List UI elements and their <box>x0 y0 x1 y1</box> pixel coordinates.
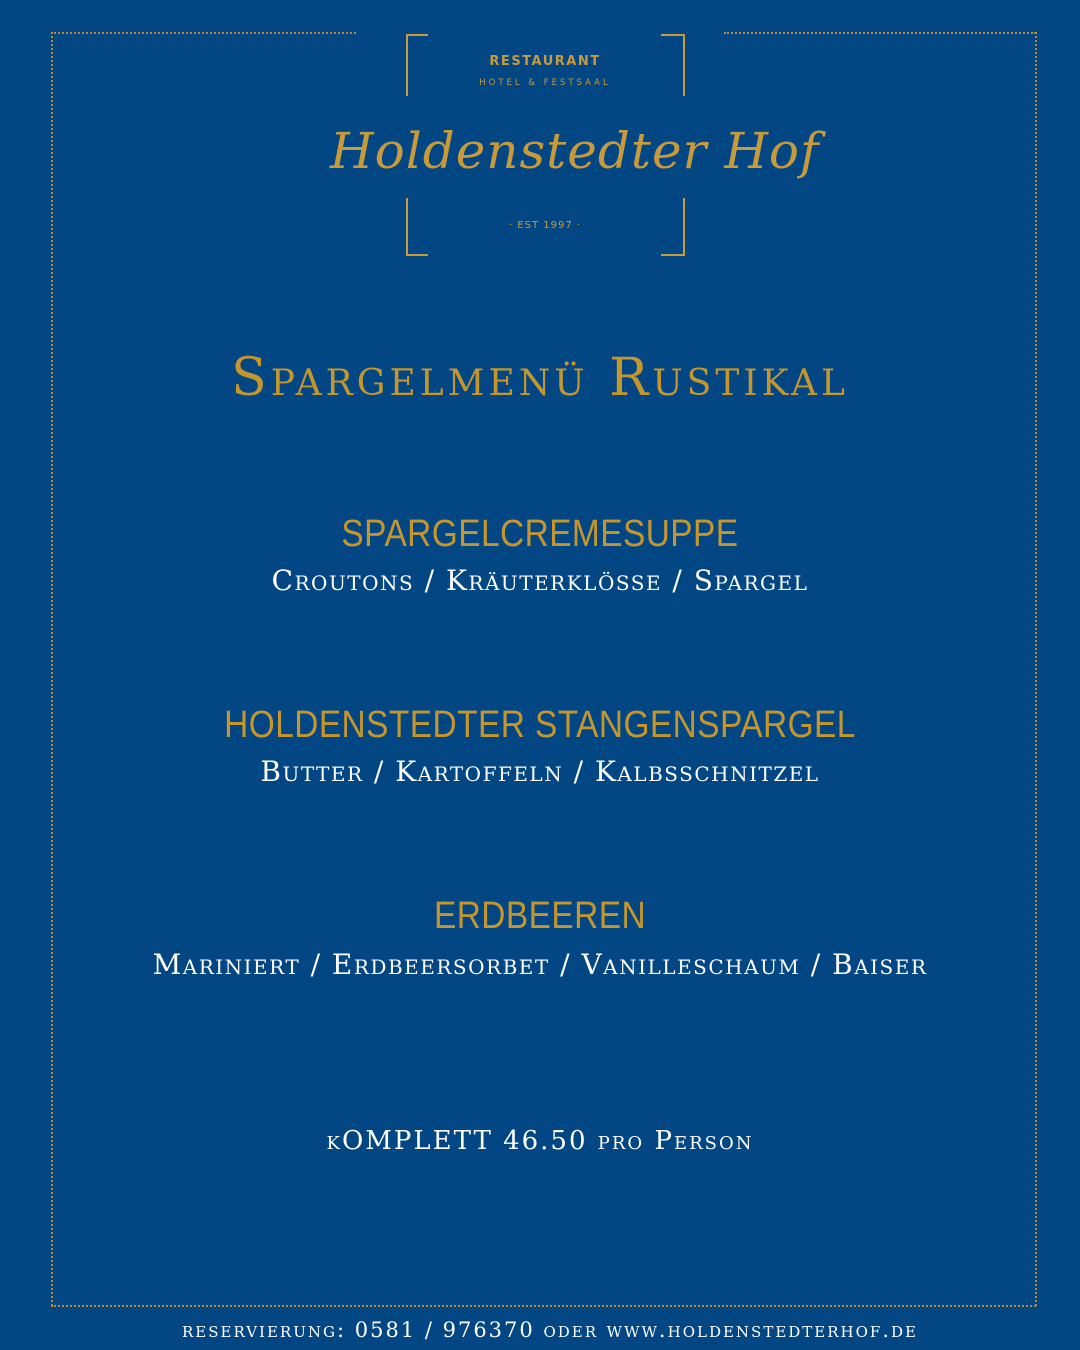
menu-title: Spargelmenü Rustikal <box>231 348 849 408</box>
price-line: kOMPLETT 46.50 pro Person <box>326 1126 754 1156</box>
course-description-main: Butter / Kartoffeln / Kalbsschnitzel <box>260 755 820 788</box>
logo-script-name: Holdenstedter Hof <box>330 122 820 180</box>
frame-right-border <box>1035 32 1037 1306</box>
logo-hotel-text: HOTEL & FESTSAAL <box>479 78 611 88</box>
reservation-footer: reservierung: 0581 / 976370 oder www.holdenstedterhof.de <box>182 1318 918 1342</box>
logo-est-text: · EST 1997 · <box>508 220 582 231</box>
course-description-dessert: Mariniert / Erdbeersorbet / Vanilleschaum / Baiser <box>152 948 928 981</box>
restaurant-logo <box>330 30 820 260</box>
frame-bottom-border <box>51 1305 1036 1307</box>
course-description-soup: Croutons / Kräuterklösse / Spargel <box>271 564 809 597</box>
frame-top-right-border <box>724 32 1036 34</box>
frame-left-border <box>51 32 53 1306</box>
course-name-dessert: ERDBEEREN <box>433 895 647 937</box>
logo-restaurant-text: RESTAURANT <box>489 54 601 69</box>
frame-top-left-border <box>51 32 356 34</box>
course-name-soup: SPARGELCREMESUPPE <box>341 513 739 555</box>
course-name-main: HOLDENSTEDTER STANGENSPARGEL <box>224 704 856 746</box>
